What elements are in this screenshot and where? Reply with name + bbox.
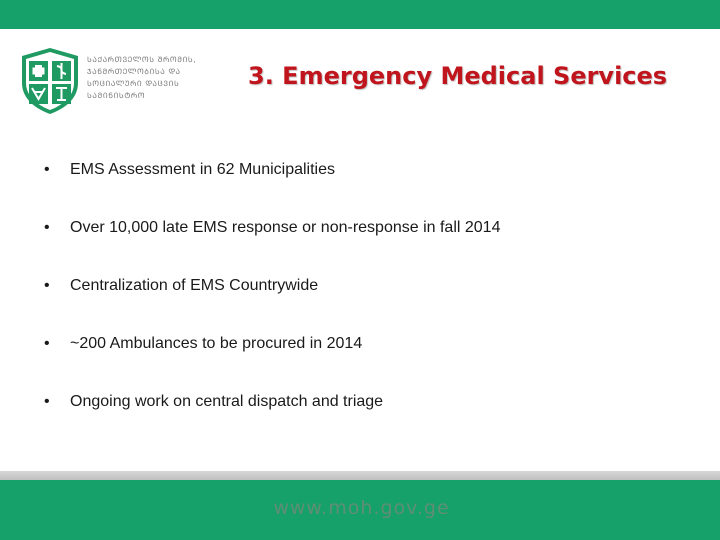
slide-title: 3. Emergency Medical Services xyxy=(248,62,668,90)
bullet-item: • Over 10,000 late EMS response or non-response in fall 2014 xyxy=(44,219,501,236)
bullet-text: ~200 Ambulances to be procured in 2014 xyxy=(70,335,363,352)
footer-divider xyxy=(0,471,720,480)
bullet-item: • Ongoing work on central dispatch and triage xyxy=(44,393,384,410)
top-green-bar xyxy=(0,0,720,29)
bullet-item: • Centralization of EMS Countrywide xyxy=(44,277,319,294)
ministry-line: ᲡᲐᲥᲐᲠᲗᲕᲔᲚᲝᲡ ᲨᲠᲝᲛᲘᲡ, xyxy=(87,55,197,64)
bullet-text: Over 10,000 late EMS response or non-response in fall 2014 xyxy=(70,219,501,236)
bullet-item: • EMS Assessment in 62 Municipalities xyxy=(44,161,335,178)
ministry-logo-icon xyxy=(20,47,80,115)
ministry-name xyxy=(87,54,217,102)
ministry-line: ᲯᲐᲜᲛᲠᲗᲔᲚᲝᲑᲘᲡᲐ ᲓᲐ xyxy=(87,67,181,76)
footer-url[interactable]: www.moh.gov.ge xyxy=(273,497,450,519)
bullet-text: EMS Assessment in 62 Municipalities xyxy=(70,161,335,178)
bullet-text: Centralization of EMS Countrywide xyxy=(70,277,319,294)
bullet-item: • ~200 Ambulances to be procured in 2014 xyxy=(44,335,363,352)
ministry-line: ᲡᲐᲛᲘᲜᲘᲡᲢᲠᲝ xyxy=(87,91,146,100)
ministry-line: ᲡᲝᲪᲘᲐᲚᲣᲠᲘ ᲓᲐᲪᲕᲘᲡ xyxy=(87,79,180,88)
bullet-text: Ongoing work on central dispatch and triage xyxy=(70,393,384,410)
